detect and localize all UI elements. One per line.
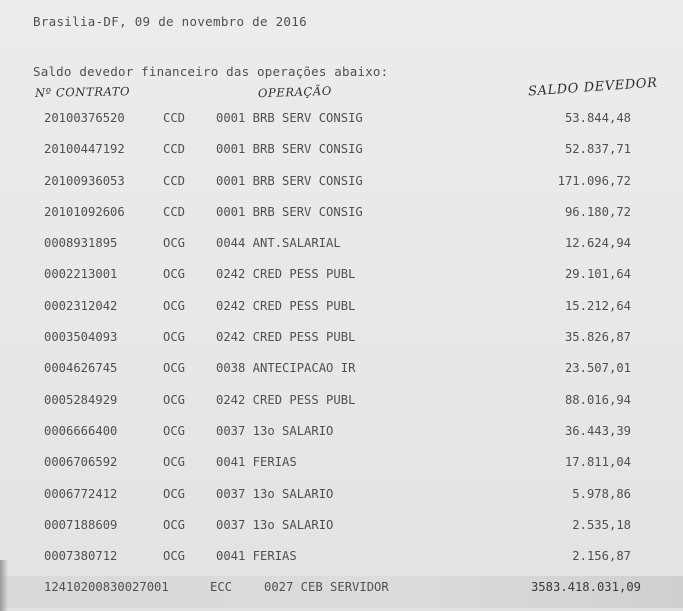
handwritten-contract-header: Nº CONTRATO [34, 84, 131, 100]
modality-code: OCG [163, 392, 186, 407]
contract-number: 20100376520 [44, 111, 125, 125]
contract-number: 0004626745 [44, 361, 118, 376]
operation-description: 0001 BRB SERV CONSIG [216, 173, 363, 188]
modality-code: OCG [163, 330, 186, 345]
date-line: Brasilia-DF, 09 de novembro de 2016 [33, 14, 307, 29]
contract-number: 0005284929 [44, 392, 118, 407]
scan-shadow [0, 560, 8, 611]
intro-line: Saldo devedor financeiro das operações abaixo: [33, 64, 389, 79]
modality-code: OCG [163, 455, 186, 470]
modality-code: OCG [163, 486, 186, 501]
operation-description: 0242 CRED PESS PUBL [216, 330, 356, 345]
contract-number: 0006706592 [44, 455, 118, 470]
operation-description: 0242 CRED PESS PUBL [216, 298, 356, 313]
operation-description: 0044 ANT.SALARIAL [216, 236, 341, 251]
modality-code: CCD [163, 173, 186, 188]
operation-description: 0041 FERIAS [216, 549, 297, 564]
balance-value: 2.156,87 [572, 549, 631, 564]
contract-number: 0002213001 [44, 267, 118, 282]
table-row [0, 545, 683, 576]
operation-description: 0001 BRB SERV CONSIG [216, 204, 363, 219]
contract-number: 20100447192 [44, 142, 125, 157]
table-row [0, 263, 683, 294]
modality-code: CCD [163, 204, 186, 219]
modality-code: OCG [163, 517, 186, 532]
balance-value: 23.507,01 [564, 361, 631, 376]
contract-number: 0006772412 [44, 486, 118, 501]
balance-value: 96.180,72 [564, 204, 631, 219]
operation-description: 0242 CRED PESS PUBL [216, 392, 356, 407]
table-row [0, 201, 683, 232]
handwritten-operation-header: OPERAÇÃO [257, 83, 333, 101]
operation-description: 0037 13o SALARIO [216, 486, 334, 501]
table-row [0, 170, 683, 201]
modality-code: OCG [163, 298, 186, 313]
contract-number: 0006666400 [44, 423, 118, 438]
modality-code: OCG [163, 423, 186, 438]
modality-code: CCD [163, 111, 186, 125]
balance-value: 35.826,87 [564, 330, 631, 345]
balance-value: 17.811,04 [564, 455, 631, 470]
modality-code: ECC [210, 580, 233, 595]
balance-value: 88.016,94 [564, 392, 631, 407]
balance-value: 36.443,39 [564, 423, 631, 438]
table-row [0, 138, 683, 169]
table-row [0, 483, 683, 514]
operation-description: 0242 CRED PESS PUBL [216, 267, 356, 282]
balance-value: 52.837,71 [564, 142, 631, 157]
modality-code: CCD [163, 142, 186, 157]
contract-number: 0008931895 [44, 236, 118, 251]
table-row [0, 576, 683, 607]
modality-code: OCG [163, 267, 186, 282]
table-row [0, 232, 683, 263]
operation-description: 0037 13o SALARIO [216, 517, 334, 532]
contract-number: 20100936053 [44, 173, 125, 188]
contract-number: 0003504093 [44, 330, 118, 345]
balance-value: 3583.418.031,09 [530, 580, 641, 595]
table-row [0, 389, 683, 420]
table-row [0, 295, 683, 326]
operation-description: 0037 13o SALARIO [216, 423, 334, 438]
balance-value: 5.978,86 [572, 486, 631, 501]
table-row [0, 107, 683, 138]
operation-description: 0038 ANTECIPACAO IR [216, 361, 356, 376]
balance-value: 2.535,18 [572, 517, 631, 532]
operations-table [0, 107, 683, 608]
operation-description: 0041 FERIAS [216, 455, 297, 470]
table-row [0, 357, 683, 388]
table-row [0, 451, 683, 482]
operation-description: 0001 BRB SERV CONSIG [216, 142, 363, 157]
contract-number: 20101092606 [44, 204, 125, 219]
modality-code: OCG [163, 549, 186, 564]
balance-value: 12.624,94 [564, 236, 631, 251]
table-row [0, 326, 683, 357]
balance-value: 171.096,72 [557, 173, 631, 188]
table-row [0, 514, 683, 545]
balance-value: 53.844,48 [564, 111, 631, 125]
contract-number: 0002312042 [44, 298, 118, 313]
modality-code: OCG [163, 361, 186, 376]
operation-description: 0001 BRB SERV CONSIG [216, 111, 363, 125]
contract-number: 12410200830027001 [44, 580, 169, 595]
modality-code: OCG [163, 236, 186, 251]
contract-number: 0007380712 [44, 549, 118, 564]
balance-value: 29.101,64 [564, 267, 631, 282]
handwritten-balance-header: SALDO DEVEDOR [527, 75, 658, 100]
table-row [0, 420, 683, 451]
balance-value: 15.212,64 [564, 298, 631, 313]
contract-number: 0007188609 [44, 517, 118, 532]
operation-description: 0027 CEB SERVIDOR [264, 580, 389, 595]
